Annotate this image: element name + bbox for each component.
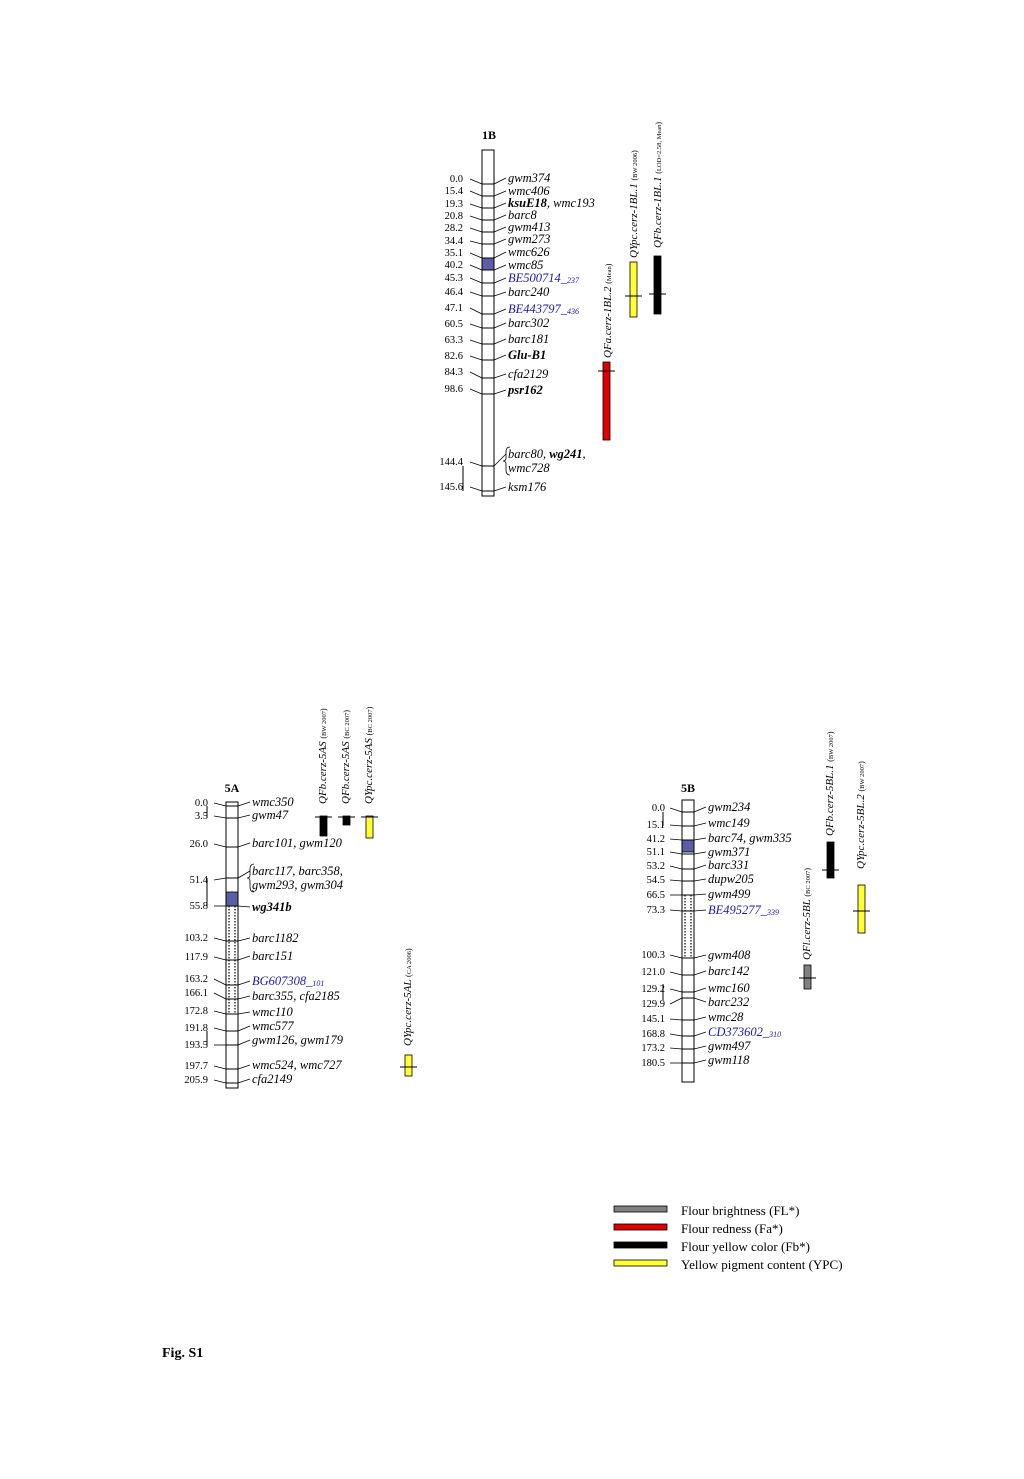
- position-connector: [670, 955, 682, 958]
- locus-position: 20.8: [444, 211, 463, 222]
- marker-label: ksm176: [508, 480, 547, 494]
- qtl-qypc-cerz-5as: [361, 706, 378, 838]
- label-connector: [494, 454, 506, 466]
- label-connector: [694, 1017, 706, 1020]
- position-connector: [670, 1019, 682, 1020]
- locus-position: 144.4: [439, 457, 463, 468]
- position-connector: [470, 356, 482, 360]
- position-connector: [214, 1066, 226, 1069]
- position-connector: [470, 278, 482, 283]
- qtl-qfl-cerz-5bl: [799, 868, 816, 989]
- label-connector: [238, 1065, 250, 1069]
- locus-position: 98.6: [444, 384, 463, 395]
- locus-position: 197.7: [184, 1061, 208, 1072]
- marker-label: BG607308_101: [252, 974, 325, 988]
- locus-position: 28.2: [444, 223, 463, 234]
- chromosome-title: 5A: [224, 781, 240, 795]
- qtl-qfb-cerz-1bl-1: [649, 122, 666, 314]
- locus-position: 55.8: [189, 901, 208, 912]
- centromere-region: [482, 258, 494, 270]
- locus-position: 47.1: [444, 303, 463, 314]
- marker-label: gwm371: [708, 845, 751, 859]
- label-connector: [694, 1046, 706, 1049]
- marker-label: barc101, gwm120: [252, 836, 342, 850]
- label-connector: [694, 865, 706, 869]
- qtl-label: QFb.cerz-5AS (BC 2007): [340, 709, 352, 804]
- locus-position: 40.2: [444, 260, 463, 271]
- marker-label: barc302: [508, 316, 550, 330]
- label-connector: [694, 823, 706, 826]
- qtl-qfb-cerz-5bl-1: [822, 731, 839, 878]
- position-connector: [214, 803, 226, 806]
- locus-position: 84.3: [444, 367, 463, 378]
- marker-label: gwm374: [508, 171, 551, 185]
- locus-position: 46.4: [444, 287, 463, 298]
- locus-position: 53.2: [646, 861, 665, 872]
- position-connector: [470, 372, 482, 378]
- label-connector: [694, 852, 706, 854]
- position-connector: [470, 253, 482, 258]
- legend: [614, 1203, 843, 1272]
- label-connector: [694, 807, 706, 812]
- locus-position: 0.0: [449, 174, 463, 185]
- position-connector: [470, 462, 482, 466]
- legend-item: [614, 1257, 843, 1272]
- locus-position: 60.5: [444, 319, 463, 330]
- marker-label: wmc406: [508, 184, 550, 198]
- position-connector: [214, 878, 226, 880]
- position-connector: [470, 389, 482, 394]
- marker-label: barc80, wg241,: [508, 447, 586, 461]
- legend-label: Flour brightness (FL*): [681, 1203, 800, 1218]
- label-connector: [494, 390, 506, 394]
- label-connector: [494, 355, 506, 360]
- locus-position: 191.8: [184, 1023, 208, 1034]
- locus-position: 51.1: [646, 847, 665, 858]
- qtl-interval-bar: [804, 965, 811, 989]
- locus-position: 26.0: [189, 839, 208, 850]
- chromosome-bar: [482, 150, 494, 496]
- label-connector: [694, 988, 706, 992]
- legend-item: [614, 1239, 810, 1254]
- qtl-interval-bar: [858, 885, 865, 933]
- label-connector: [238, 906, 250, 907]
- marker-label: wmc577: [252, 1019, 294, 1033]
- marker-label: BE443797_436: [508, 302, 580, 316]
- marker-label: Glu-B1: [508, 348, 547, 362]
- position-connector: [670, 910, 682, 911]
- locus-position: 0.0: [651, 803, 665, 814]
- qtl-label: QFl.cerz-5BL (BC 2007): [801, 868, 813, 960]
- position-connector: [214, 979, 226, 985]
- marker-label: barc240: [508, 285, 550, 299]
- marker-label: ksuE18, wmc193: [508, 196, 595, 210]
- label-connector: [238, 956, 250, 960]
- marker-label: psr162: [508, 383, 543, 397]
- label-connector: [494, 203, 506, 208]
- label-connector: [238, 996, 250, 999]
- position-connector: [214, 816, 226, 818]
- locus-position: 163.2: [184, 974, 208, 985]
- locus-position: 15.1: [646, 820, 665, 831]
- qtl-label: QYpc.cerz-5AS (BC 2007): [363, 706, 375, 804]
- locus-position: 51.4: [189, 875, 208, 886]
- marker-label: gwm408: [708, 948, 751, 962]
- locus-position: 15.4: [444, 186, 463, 197]
- position-connector: [214, 938, 226, 941]
- marker-label: cfa2129: [508, 367, 549, 381]
- marker-label: wmc110: [252, 1005, 293, 1019]
- position-connector: [470, 191, 482, 196]
- position-connector: [670, 880, 682, 881]
- locus-position: 100.3: [641, 950, 665, 961]
- label-connector: [494, 278, 506, 283]
- qtl-interval-bar: [654, 256, 661, 314]
- qtl-qfb-cerz-5as: [315, 708, 332, 836]
- label-connector: [694, 955, 706, 958]
- locus-position: 34.4: [444, 236, 463, 247]
- locus-position: 66.5: [646, 890, 665, 901]
- marker-label: cfa2149: [252, 1072, 293, 1086]
- chromosome-5b: [641, 731, 870, 1082]
- label-connector: [694, 910, 706, 911]
- marker-label: wmc350: [252, 795, 294, 809]
- marker-label: barc8: [508, 208, 537, 222]
- label-connector: [238, 871, 250, 878]
- label-connector: [694, 998, 706, 1002]
- locus-position: 3.5: [194, 811, 208, 822]
- position-connector: [470, 204, 482, 208]
- marker-label: barc181: [508, 332, 550, 346]
- marker-label: wmc160: [708, 981, 750, 995]
- locus-position: 173.2: [641, 1043, 665, 1054]
- qtl-interval-bar: [366, 816, 373, 838]
- position-connector: [214, 1028, 226, 1031]
- locus-position: 168.8: [641, 1029, 665, 1040]
- legend-label: Flour yellow color (Fb*): [681, 1239, 810, 1254]
- marker-label: BE495277_339: [708, 903, 780, 917]
- qtl-label: QYpc.cerz-5AL (CA 2006): [402, 948, 414, 1046]
- legend-swatch: [614, 1260, 667, 1266]
- marker-label: barc331: [708, 858, 750, 872]
- position-connector: [670, 866, 682, 869]
- position-connector: [670, 825, 682, 826]
- locus-position: 41.2: [646, 834, 665, 845]
- locus-position: 166.1: [184, 988, 208, 999]
- locus-position: 45.3: [444, 273, 463, 284]
- qtl-qypc-cerz-5bl-2: [853, 761, 870, 933]
- marker-label: gwm413: [508, 220, 551, 234]
- locus-position: 193.5: [184, 1040, 208, 1051]
- position-connector: [470, 340, 482, 344]
- position-connector: [470, 308, 482, 314]
- locus-position: 145.1: [641, 1014, 665, 1025]
- label-connector: [494, 239, 506, 244]
- label-connector: [238, 1012, 250, 1014]
- qtl-qypc-cerz-5al: [400, 948, 417, 1076]
- legend-swatch: [614, 1224, 667, 1230]
- marker-label-line2: wmc728: [508, 461, 550, 475]
- position-connector: [670, 808, 682, 812]
- legend-swatch: [614, 1242, 667, 1248]
- locus-position: 82.6: [444, 351, 463, 362]
- marker-label: barc117, barc358,: [252, 864, 343, 878]
- marker-label: wmc85: [508, 258, 544, 272]
- label-connector: [694, 879, 706, 881]
- label-connector: [494, 323, 506, 328]
- label-connector: [694, 894, 706, 895]
- position-connector: [670, 972, 682, 975]
- legend-label: Yellow pigment content (YPC): [681, 1257, 843, 1272]
- marker-label: barc151: [252, 949, 294, 963]
- locus-position: 103.2: [184, 933, 208, 944]
- marker-label: gwm499: [708, 887, 751, 901]
- legend-swatch: [614, 1206, 667, 1212]
- marker-label: BE500714_237: [508, 271, 580, 285]
- marker-label: wmc524, wmc727: [252, 1058, 342, 1072]
- marker-label: gwm234: [708, 800, 751, 814]
- marker-label: gwm126, gwm179: [252, 1033, 343, 1047]
- label-connector: [238, 843, 250, 847]
- locus-position: 172.8: [184, 1006, 208, 1017]
- marker-label: barc74, gwm335: [708, 831, 792, 845]
- qtl-interval-bar: [827, 842, 834, 878]
- marker-label: barc142: [708, 964, 750, 978]
- locus-position: 129.9: [641, 999, 665, 1010]
- label-connector: [494, 374, 506, 378]
- label-connector: [238, 1079, 250, 1083]
- label-connector: [238, 1026, 250, 1031]
- locus-position: 73.3: [646, 905, 665, 916]
- centromere-region: [226, 892, 238, 906]
- label-connector: [238, 815, 250, 818]
- qtl-label: QYpc.cerz-1BL.1 (BW 2006): [628, 150, 640, 258]
- qtl-interval-bar: [320, 816, 327, 836]
- label-connector: [494, 487, 506, 491]
- position-connector: [470, 216, 482, 220]
- label-connector: [494, 252, 506, 258]
- marker-label: CD373602_310: [708, 1025, 782, 1039]
- qtl-label: QFb.cerz-5AS (BW 2007): [317, 708, 329, 804]
- position-connector: [470, 265, 482, 270]
- qtl-interval-bar: [405, 1055, 412, 1076]
- marker-label: wmc28: [708, 1010, 744, 1024]
- position-connector: [670, 1048, 682, 1049]
- label-connector: [238, 1040, 250, 1045]
- figure-label: Fig. S1: [162, 1346, 204, 1361]
- qtl-label: QFb.cerz-5BL.1 (BW 2007): [824, 731, 836, 836]
- marker-label: gwm497: [708, 1039, 751, 1053]
- label-connector: [694, 1060, 706, 1063]
- position-connector: [470, 324, 482, 328]
- locus-position: 180.5: [641, 1058, 665, 1069]
- marker-label: wmc149: [708, 816, 750, 830]
- position-connector: [470, 487, 482, 491]
- label-connector: [238, 981, 250, 985]
- marker-label: wg341b: [252, 900, 292, 914]
- position-connector: [214, 844, 226, 847]
- marker-label: barc1182: [252, 931, 299, 945]
- chromosome-1b: [439, 122, 666, 496]
- legend-item: [614, 1203, 799, 1218]
- chromosome-layer: [184, 122, 870, 1088]
- position-connector: [470, 228, 482, 232]
- marker-label: gwm118: [708, 1053, 750, 1067]
- gap-region: [683, 895, 694, 958]
- locus-position: 0.0: [194, 798, 208, 809]
- position-connector: [470, 292, 482, 296]
- position-connector: [670, 852, 682, 854]
- qtl-qfa-cerz-1bl-2: [598, 263, 615, 440]
- position-connector: [670, 989, 682, 992]
- locus-position: 19.3: [444, 199, 463, 210]
- qtl-interval-bar: [603, 362, 610, 440]
- legend-item: [614, 1221, 783, 1236]
- qtl-label: QFb.cerz-1BL.1 (LOD=2.58, Mean): [652, 121, 664, 248]
- position-connector: [670, 998, 682, 1004]
- label-connector: [494, 227, 506, 232]
- label-connector: [494, 339, 506, 344]
- position-connector: [670, 1034, 682, 1036]
- label-connector: [694, 838, 706, 840]
- qtl-label: QYpc.cerz-5BL.2 (BW 2007): [855, 761, 867, 869]
- qtl-qfb-cerz-5as: [338, 710, 355, 825]
- marker-label: gwm273: [508, 232, 551, 246]
- position-connector: [670, 839, 682, 840]
- qtl-qypc-cerz-1bl-1: [625, 150, 642, 317]
- label-connector: [494, 292, 506, 296]
- label-connector: [238, 938, 250, 941]
- label-connector: [238, 802, 250, 806]
- chromosome-title: 5B: [680, 781, 696, 795]
- locus-position: 35.1: [444, 248, 463, 259]
- position-connector: [214, 993, 226, 999]
- position-connector: [214, 957, 226, 960]
- marker-label: barc355, cfa2185: [252, 989, 340, 1003]
- locus-position: 54.5: [646, 875, 665, 886]
- label-connector: [494, 265, 506, 270]
- position-connector: [214, 1011, 226, 1014]
- position-connector: [214, 1080, 226, 1083]
- qtl-label: QFa.cerz-1BL.2 (Mean): [602, 263, 614, 358]
- centromere-region: [682, 840, 694, 852]
- locus-position: 121.0: [641, 967, 665, 978]
- chromosome-5a: [184, 706, 417, 1088]
- label-connector: [494, 309, 506, 314]
- marker-label-line2: gwm293, gwm304: [252, 878, 343, 892]
- locus-position: 145.6: [439, 482, 463, 493]
- marker-label: gwm47: [252, 808, 289, 822]
- label-connector: [494, 178, 506, 184]
- chromosome-title: 1B: [481, 128, 497, 142]
- qtl-interval-bar: [630, 262, 637, 317]
- marker-label: barc232: [708, 995, 750, 1009]
- locus-position: 117.9: [184, 952, 208, 963]
- locus-position: 205.9: [184, 1075, 208, 1086]
- locus-position: 63.3: [444, 335, 463, 346]
- marker-label: wmc626: [508, 245, 550, 259]
- position-connector: [470, 241, 482, 244]
- label-connector: [494, 215, 506, 220]
- label-connector: [494, 191, 506, 196]
- label-connector: [694, 1032, 706, 1036]
- label-connector: [694, 971, 706, 975]
- locus-position: 129.2: [641, 984, 665, 995]
- marker-label: dupw205: [708, 872, 754, 886]
- legend-label: Flour redness (Fa*): [681, 1221, 783, 1236]
- position-connector: [470, 179, 482, 184]
